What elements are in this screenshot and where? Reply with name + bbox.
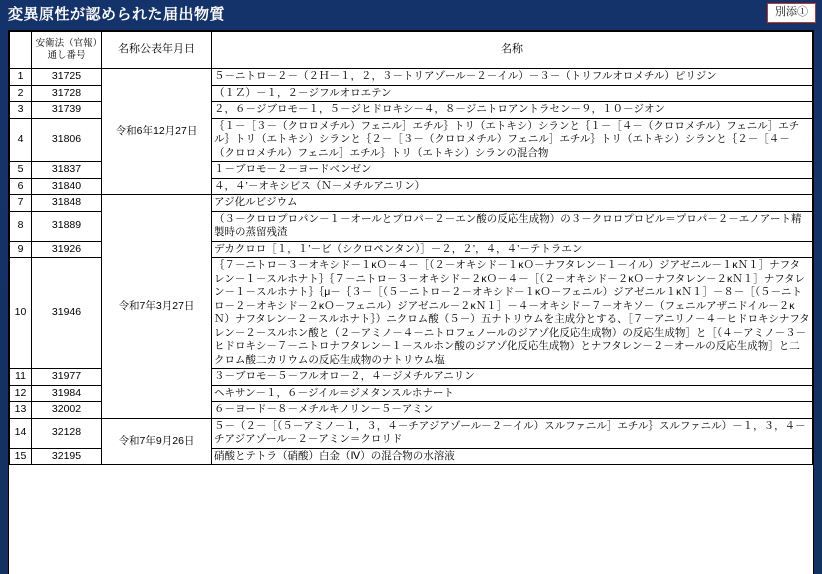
substances-table — [9, 31, 813, 465]
cell-number: 31946 — [32, 258, 102, 369]
cell-name: （３－クロロプロパン－１－オールとプロパ－２－エン酸の反応生成物）の３－クロロプロピル＝プロパ－２－エノアート精製時の蒸留残渣 — [212, 211, 813, 241]
substances-table-container — [8, 30, 814, 574]
page-title: 変異原性が認められた届出物質 — [8, 6, 226, 23]
column-header-number — [32, 32, 102, 69]
cell-number: 31848 — [32, 195, 102, 212]
cell-index: 6 — [10, 178, 32, 195]
cell-index: 8 — [10, 211, 32, 241]
cell-number: 32128 — [32, 418, 102, 448]
cell-name: ６－ヨード－８－メチルキノリン－５－アミン — [212, 402, 813, 419]
column-header-date: 名称公表年月日 — [102, 32, 212, 69]
cell-index: 11 — [10, 369, 32, 386]
cell-name: ５－ニトロ－２－（２Ｈ－１，２，３－トリアゾール－２－イル）－３－（トリフルオロメチル）ピリジン — [212, 69, 813, 86]
cell-index: 1 — [10, 69, 32, 86]
column-header-name: 名称 — [212, 32, 813, 69]
column-header-index — [10, 32, 32, 69]
cell-number: 31926 — [32, 241, 102, 258]
cell-date: 令和6年12月27日 — [102, 69, 212, 195]
cell-name: ｛７－ニトロ－３－オキシド－１κＯ－４－［（２－オキシド－１κＯ－ナフタレン－１－イル）ジアゼニル－１κＮ１］ナフタレン－１－スルホナト｝｛７－ニトロ－３－オキシド－２κＯ－４－［（２－オキシド－２κＯ－ナフタレン－２κＮ１］ナフタレン－１－スルホナト｝｛μ－｛３－［（５－ニトロ－２－オキシド－１κＯ－フェニル）ジアゼニル１κＮ１］－８－［（５－ニトロ－２－オキシド－２κＯ－フェニル）ジアゼニル－２κＮ１］－４－オキシド－７－オキソ－（フェニルアザニドイル－２κＮ）ナフタレン－２－スルホナト｝）ニクロム酸（５－）五ナトリウムを主成分とする、［７－アニリノ－４－ヒドロキシナフタレン－２－スルホン酸と（２－アミノ－４－ニトロフェノールのジアゾ化反応生成物）の反応生成物］と［（４－アミノ－３－ヒドロキシ－７－ニトロナフタレン－１－スルホン酸のジアゾ化反応生成物）とナフタレン－２－オールの反応生成物］と二クロム酸二カリウムの反応生成物のナトリウム塩 — [212, 258, 813, 369]
cell-name: １－ブロモ－２－ヨードベンゼン — [212, 162, 813, 179]
table-header-row — [10, 32, 813, 69]
cell-number: 31806 — [32, 118, 102, 162]
cell-number: 31977 — [32, 369, 102, 386]
cell-name: 硝酸とテトラ（硝酸）白金（Ⅳ）の混合物の水溶液 — [212, 448, 813, 465]
cell-index: 15 — [10, 448, 32, 465]
cell-number: 31739 — [32, 102, 102, 119]
attachment-stamp: 別添① — [767, 3, 816, 23]
table-row — [10, 69, 813, 86]
cell-name: ４，４’－オキシビス（Ｎ－メチルアニリン） — [212, 178, 813, 195]
table-body — [10, 69, 813, 465]
title-bar — [0, 0, 822, 30]
cell-name: アジ化ルビジウム — [212, 195, 813, 212]
cell-date: 令和7年9月26日 — [102, 418, 212, 465]
cell-number: 32195 — [32, 448, 102, 465]
cell-name: デカクロロ［１，１’－ビ（シクロペンタン）］－２，２’，４，４’－テトラエン — [212, 241, 813, 258]
cell-number: 31837 — [32, 162, 102, 179]
cell-number: 32002 — [32, 402, 102, 419]
cell-index: 12 — [10, 385, 32, 402]
cell-index: 7 — [10, 195, 32, 212]
cell-number: 31728 — [32, 85, 102, 102]
cell-index: 14 — [10, 418, 32, 448]
cell-name: ２，６－ジブロモ－１，５－ジヒドロキシ－４，８－ジニトロアントラセン－９，１０－ジオン — [212, 102, 813, 119]
cell-name: ３－ブロモ－５－フルオロ－２，４－ジメチルアニリン — [212, 369, 813, 386]
cell-index: 9 — [10, 241, 32, 258]
cell-number: 31840 — [32, 178, 102, 195]
cell-number: 31984 — [32, 385, 102, 402]
cell-index: 10 — [10, 258, 32, 369]
cell-index: 5 — [10, 162, 32, 179]
cell-name: ｛１－［３－（クロロメチル）フェニル］エチル｝トリ（エトキシ）シランと｛１－［４－（クロロメチル）フェニル］エチル｝トリ（エトキシ）シランと｛２－［３－（クロロメチル）フェニル］エチル｝トリ（エトキシ）シランと｛２－［４－（クロロメチル）フェニル］エチル｝トリ（エトキシ）シランの混合物 — [212, 118, 813, 162]
table-row — [10, 195, 813, 212]
cell-number: 31725 — [32, 69, 102, 86]
cell-index: 4 — [10, 118, 32, 162]
cell-name: ヘキサン－１，６－ジイル＝ジメタンスルホナート — [212, 385, 813, 402]
cell-index: 3 — [10, 102, 32, 119]
cell-index: 2 — [10, 85, 32, 102]
cell-number: 31889 — [32, 211, 102, 241]
table-row — [10, 418, 813, 448]
cell-index: 13 — [10, 402, 32, 419]
column-header-number-label: 安衛法（官報）通し番号 — [35, 38, 98, 61]
cell-date: 令和7年3月27日 — [102, 195, 212, 419]
cell-name: ５－（２－［（５－アミノ－１，３，４－チアジアゾール－２－イル）スルファニル］エチル｝スルファニル）－１，３，４－チアジアゾール－２－アミン＝クロリド — [212, 418, 813, 448]
cell-name: （１Ｚ）－１，２－ジフルオロエテン — [212, 85, 813, 102]
